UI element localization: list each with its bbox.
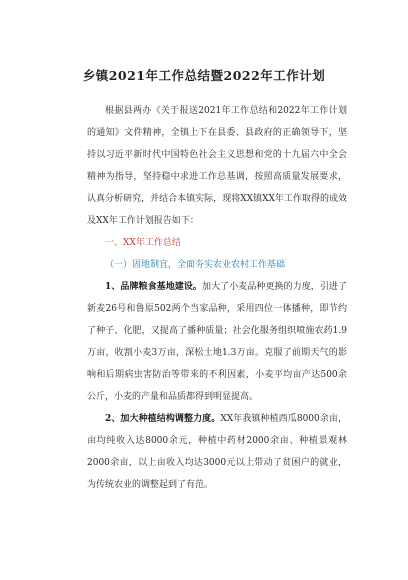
document-body	[87, 100, 347, 496]
subsection-heading: （一）固地制宜，全面夯实农业农村工作基础	[105, 260, 286, 270]
item-1-lead: 1、品牌粮食基地建设。	[105, 282, 202, 292]
section-heading: 一、XX年工作总结	[105, 238, 181, 248]
item-2-text: XX年我镇种植西瓜8000余亩，亩均纯收入达8000余元，种植中药材2000余亩、种植景观林2000余亩，以上亩收入均达3000元以上带动了贫困户的就业，为传统农业的调整起到了有范。	[87, 414, 347, 490]
document-title: 乡镇2021年工作总结暨2022年工作计划	[82, 68, 326, 83]
item-2-lead: 2、加大种植结构调整力度。	[105, 414, 221, 424]
item-2-paragraph	[87, 408, 347, 496]
item-1-paragraph	[87, 276, 347, 408]
intro-paragraph: 根据县两办《关于报送2021年工作总结和2022年工作计划的通知》文件精神，全镇上下在县委、县政府的正确领导下，坚持以习近平新时代中国特色社会主义思想和党的十九届六中全会精神为指导，坚持稳中求进工作总基调，按照高质量发展要求，认真分析研究，并结合本镇实际，现将XX镇XX年工作取得的成效及XX年工作计划报告如下：	[87, 106, 347, 226]
item-1-text: 加大了小麦品种更换的力度，引进了新麦26号和鲁原502两个当家品种，采用四位一体播种，即节约了种子、化肥，又提高了播种质量；社会化服务组织喷施农药1.9万亩，收割小麦3万亩，深松土地1.3万亩。克服了前期天气的影响和后期病虫害防治等带来的不利因素，小麦平均亩产达500余公斤，小麦的产量和品质都得到明显提高。	[87, 282, 347, 402]
